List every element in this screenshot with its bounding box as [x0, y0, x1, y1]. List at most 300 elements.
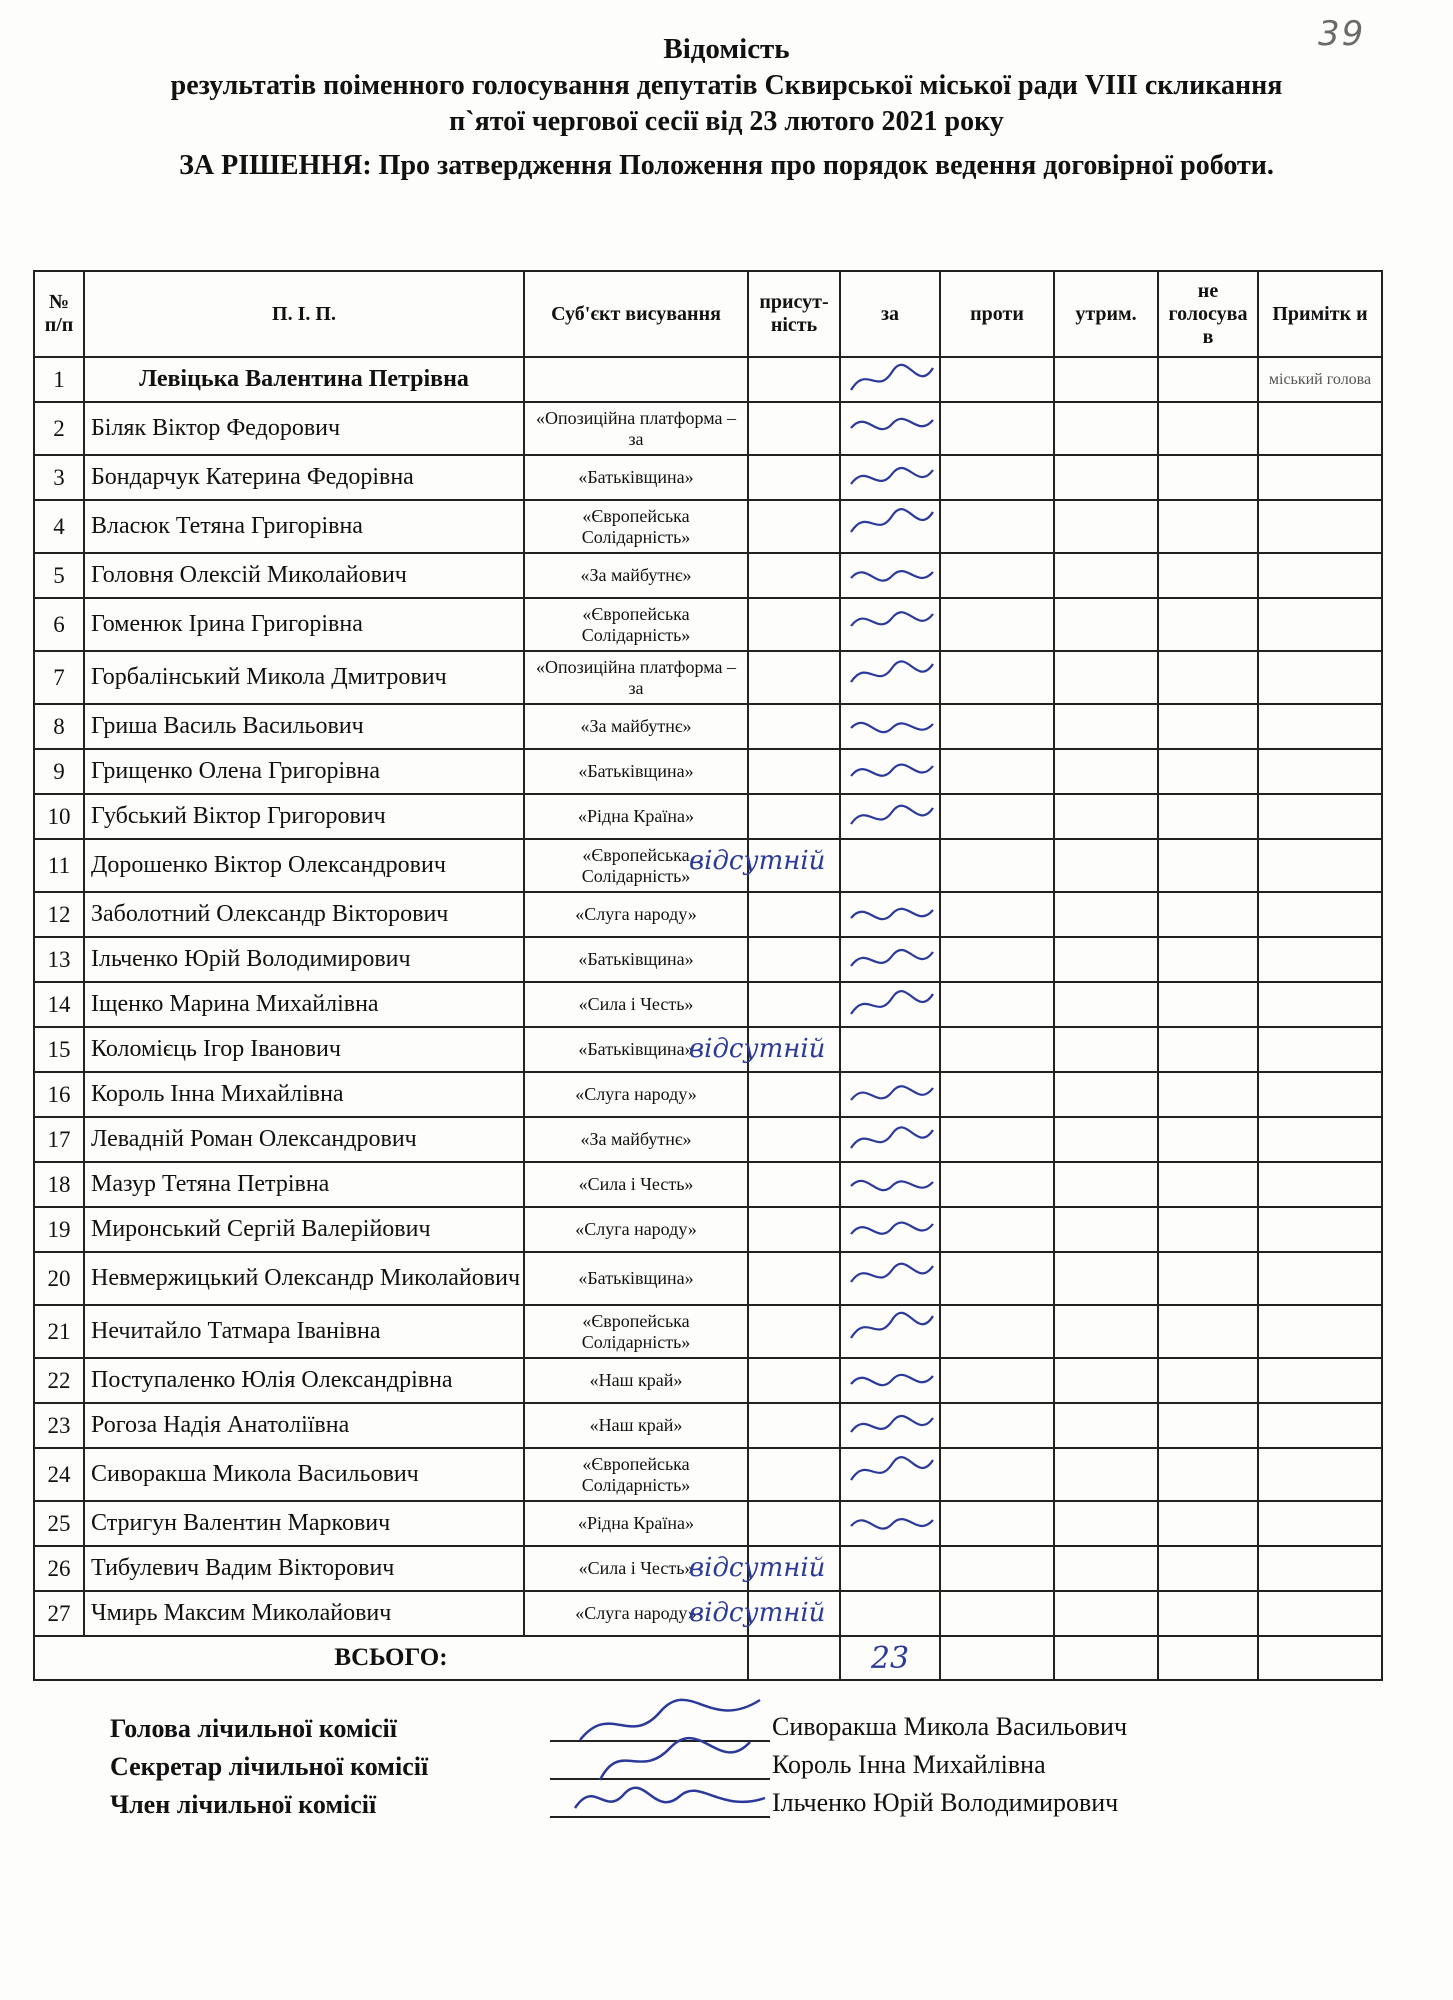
vote-against-cell: [940, 1252, 1054, 1305]
deputy-name: Поступаленко Юлія Олександрівна: [84, 1358, 524, 1403]
signature-icon: [847, 895, 937, 935]
note-cell: [1258, 1162, 1382, 1207]
commission-row: [110, 1786, 1360, 1824]
nominating-party: «Європейська Солідарність»: [524, 500, 748, 553]
row-number: 3: [34, 455, 84, 500]
not-voted-cell: [1158, 1591, 1258, 1636]
note-cell: міський голова: [1258, 357, 1382, 402]
page-number: 39: [1318, 14, 1366, 54]
note-cell: [1258, 1591, 1382, 1636]
table-row: [34, 1501, 1382, 1546]
absent-mark: відсутній: [689, 846, 826, 876]
deputy-name: Головня Олексій Миколайович: [84, 553, 524, 598]
nominating-party: «Слуга народу»: [524, 1207, 748, 1252]
not-voted-cell: [1158, 937, 1258, 982]
total-row: [34, 1636, 1382, 1680]
deputy-name: Гоменюк Ірина Григорівна: [84, 598, 524, 651]
nominating-party: «Європейська Солідарність»: [524, 1448, 748, 1501]
note-cell: [1258, 982, 1382, 1027]
vote-abstain-cell: [1054, 357, 1158, 402]
total-not-voted: [1158, 1636, 1258, 1680]
vote-for-cell: [840, 357, 940, 402]
table-row: [34, 553, 1382, 598]
vote-against-cell: [940, 1501, 1054, 1546]
table-row: [34, 982, 1382, 1027]
not-voted-cell: [1158, 402, 1258, 455]
nominating-party: «Батьківщина»: [524, 1252, 748, 1305]
table-row: [34, 794, 1382, 839]
row-number: 9: [34, 749, 84, 794]
vote-abstain-cell: [1054, 1546, 1158, 1591]
signature-icon: [847, 1255, 937, 1295]
vote-against-cell: [940, 1358, 1054, 1403]
table-row: [34, 1027, 1382, 1072]
vote-abstain-cell: [1054, 892, 1158, 937]
deputy-name: Коломієць Ігор Іванович: [84, 1027, 524, 1072]
vote-for-cell: [840, 651, 940, 704]
deputy-name: Грищенко Олена Григорівна: [84, 749, 524, 794]
nominating-party: «Слуга народу»: [524, 892, 748, 937]
note-cell: [1258, 937, 1382, 982]
present-cell: [748, 1358, 840, 1403]
counting-commission: [110, 1710, 1360, 1824]
row-number: 6: [34, 598, 84, 651]
vote-against-cell: [940, 794, 1054, 839]
document-header: [0, 30, 1453, 188]
not-voted-cell: [1158, 1403, 1258, 1448]
not-voted-cell: [1158, 892, 1258, 937]
signature-icon: [847, 985, 937, 1025]
nominating-party: «Рідна Країна»: [524, 794, 748, 839]
vote-abstain-cell: [1054, 937, 1158, 982]
commission-role: Секретар лічильної комісії: [110, 1752, 429, 1781]
signature-icon: [847, 1075, 937, 1115]
vote-for-cell: [840, 500, 940, 553]
note-cell: [1258, 1358, 1382, 1403]
vote-against-cell: [940, 500, 1054, 553]
note-cell: [1258, 839, 1382, 892]
not-voted-cell: [1158, 1207, 1258, 1252]
table-header-row: [34, 271, 1382, 357]
present-cell: [748, 500, 840, 553]
nominating-party: «Рідна Країна»: [524, 1501, 748, 1546]
vote-abstain-cell: [1054, 704, 1158, 749]
vote-abstain-cell: [1054, 402, 1158, 455]
vote-abstain-cell: [1054, 1027, 1158, 1072]
vote-against-cell: [940, 598, 1054, 651]
vote-against-cell: [940, 1403, 1054, 1448]
present-cell: [748, 892, 840, 937]
vote-for-cell: [840, 1207, 940, 1252]
signature-icon: [847, 1361, 937, 1401]
absent-mark: відсутній: [689, 1034, 826, 1064]
nominating-party: «Опозиційна платформа – за: [524, 651, 748, 704]
vote-abstain-cell: [1054, 1501, 1158, 1546]
nominating-party: «Сила і Честь»: [524, 1162, 748, 1207]
col-name: П. І. П.: [84, 271, 524, 357]
vote-abstain-cell: [1054, 598, 1158, 651]
row-number: 14: [34, 982, 84, 1027]
note-cell: [1258, 749, 1382, 794]
row-number: 27: [34, 1591, 84, 1636]
not-voted-cell: [1158, 1546, 1258, 1591]
table-row: [34, 1072, 1382, 1117]
signature-icon: [847, 1120, 937, 1160]
vote-abstain-cell: [1054, 1305, 1158, 1358]
commission-role: Голова лічильної комісії: [110, 1714, 397, 1743]
vote-against-cell: [940, 1027, 1054, 1072]
vote-against-cell: [940, 749, 1054, 794]
note-cell: [1258, 1117, 1382, 1162]
table-row: [34, 651, 1382, 704]
vote-against-cell: [940, 1207, 1054, 1252]
present-cell: [748, 1501, 840, 1546]
not-voted-cell: [1158, 749, 1258, 794]
vote-against-cell: [940, 553, 1054, 598]
signature-icon: [570, 1768, 770, 1828]
row-number: 20: [34, 1252, 84, 1305]
nominating-party: «Сила і Честь»: [524, 982, 748, 1027]
vote-against-cell: [940, 982, 1054, 1027]
table-row: [34, 704, 1382, 749]
not-voted-cell: [1158, 357, 1258, 402]
signature-icon: [847, 940, 937, 980]
nominating-party: «За майбутнє»: [524, 704, 748, 749]
vote-for-cell: [840, 1305, 940, 1358]
row-number: 1: [34, 357, 84, 402]
row-number: 24: [34, 1448, 84, 1501]
commission-name: Сиворакша Микола Васильович: [772, 1712, 1128, 1741]
present-cell: [748, 1162, 840, 1207]
vote-against-cell: [940, 1072, 1054, 1117]
vote-abstain-cell: [1054, 1162, 1158, 1207]
vote-against-cell: [940, 1546, 1054, 1591]
deputy-name: Іщенко Марина Михайлівна: [84, 982, 524, 1027]
present-cell: [748, 937, 840, 982]
vote-for-cell: [840, 1072, 940, 1117]
absent-mark: відсутній: [689, 1598, 826, 1628]
vote-against-cell: [940, 1162, 1054, 1207]
deputy-name: Заболотний Олександр Вікторович: [84, 892, 524, 937]
present-cell: [748, 357, 840, 402]
present-cell: [748, 1117, 840, 1162]
col-party: Суб'єкт висування: [524, 271, 748, 357]
vote-abstain-cell: [1054, 1072, 1158, 1117]
row-number: 8: [34, 704, 84, 749]
note-cell: [1258, 1072, 1382, 1117]
table-row: [34, 500, 1382, 553]
table-row: [34, 1591, 1382, 1636]
vote-for-cell: [840, 553, 940, 598]
not-voted-cell: [1158, 704, 1258, 749]
voting-table: [33, 270, 1381, 1681]
vote-for-cell: [840, 598, 940, 651]
signature-icon: [847, 405, 937, 445]
vote-for-cell: [840, 937, 940, 982]
deputy-name: Левадній Роман Олександрович: [84, 1117, 524, 1162]
table-row: [34, 1162, 1382, 1207]
deputy-name: Невмержицький Олександр Миколайович: [84, 1252, 524, 1305]
table-row: [34, 937, 1382, 982]
not-voted-cell: [1158, 1027, 1258, 1072]
signature-icon: [847, 1504, 937, 1544]
vote-for-cell: [840, 1162, 940, 1207]
vote-abstain-cell: [1054, 651, 1158, 704]
note-cell: [1258, 553, 1382, 598]
note-cell: [1258, 1252, 1382, 1305]
vote-for-cell: [840, 1027, 940, 1072]
document-title: Відомість: [663, 33, 790, 65]
not-voted-cell: [1158, 553, 1258, 598]
not-voted-cell: [1158, 794, 1258, 839]
total-note: [1258, 1636, 1382, 1680]
table-row: [34, 1358, 1382, 1403]
note-cell: [1258, 794, 1382, 839]
deputy-name: Чмирь Максим Миколайович: [84, 1591, 524, 1636]
commission-role: Член лічильної комісії: [110, 1790, 377, 1819]
deputy-name: Сиворакша Микола Васильович: [84, 1448, 524, 1501]
vote-for-cell: [840, 1358, 940, 1403]
col-num: № п/п: [34, 271, 84, 357]
commission-name: Король Інна Михайлівна: [772, 1750, 1046, 1779]
table-body: [34, 357, 1382, 1636]
vote-abstain-cell: [1054, 455, 1158, 500]
present-cell: [689, 839, 840, 892]
row-number: 5: [34, 553, 84, 598]
vote-for-cell: [840, 892, 940, 937]
deputy-name: Губський Віктор Григорович: [84, 794, 524, 839]
note-cell: [1258, 1403, 1382, 1448]
col-not-voted: не голосува в: [1158, 271, 1258, 357]
nominating-party: «Наш край»: [524, 1403, 748, 1448]
signature-icon: [847, 458, 937, 498]
vote-for-cell: [840, 1591, 940, 1636]
row-number: 18: [34, 1162, 84, 1207]
vote-against-cell: [940, 892, 1054, 937]
row-number: 11: [34, 839, 84, 892]
signature-icon: [847, 503, 937, 543]
not-voted-cell: [1158, 1117, 1258, 1162]
vote-against-cell: [940, 937, 1054, 982]
vote-for-cell: [840, 1448, 940, 1501]
vote-against-cell: [940, 455, 1054, 500]
deputy-name: Бондарчук Катерина Федорівна: [84, 455, 524, 500]
note-cell: [1258, 1501, 1382, 1546]
nominating-party: «Батьківщина»: [524, 749, 748, 794]
note-cell: [1258, 402, 1382, 455]
vote-against-cell: [940, 1117, 1054, 1162]
table-row: [34, 455, 1382, 500]
table-row: [34, 1207, 1382, 1252]
not-voted-cell: [1158, 1501, 1258, 1546]
vote-against-cell: [940, 1591, 1054, 1636]
table-row: [34, 598, 1382, 651]
vote-for-cell: [840, 1117, 940, 1162]
present-cell: [748, 749, 840, 794]
total-label: ВСЬОГО:: [34, 1636, 748, 1680]
row-number: 21: [34, 1305, 84, 1358]
table-row: [34, 1448, 1382, 1501]
col-note: Примітк и: [1258, 271, 1382, 357]
row-number: 13: [34, 937, 84, 982]
vote-for-cell: [840, 839, 940, 892]
not-voted-cell: [1158, 651, 1258, 704]
present-cell: [689, 1546, 840, 1591]
not-voted-cell: [1158, 1448, 1258, 1501]
nominating-party: «Наш край»: [524, 1358, 748, 1403]
table-row: [34, 357, 1382, 402]
vote-for-cell: [840, 1252, 940, 1305]
vote-abstain-cell: [1054, 1403, 1158, 1448]
present-cell: [689, 1591, 840, 1636]
deputy-name: Гриша Василь Васильович: [84, 704, 524, 749]
present-cell: [748, 982, 840, 1027]
present-cell: [748, 455, 840, 500]
nominating-party: «Європейська Солідарність»: [524, 839, 748, 892]
signature-icon: [847, 654, 937, 694]
signature-icon: [847, 707, 937, 747]
nominating-party: «За майбутнє»: [524, 1117, 748, 1162]
row-number: 17: [34, 1117, 84, 1162]
vote-abstain-cell: [1054, 982, 1158, 1027]
table-row: [34, 1305, 1382, 1358]
commission-name: Ільченко Юрій Володимирович: [772, 1788, 1119, 1817]
note-cell: [1258, 1305, 1382, 1358]
not-voted-cell: [1158, 982, 1258, 1027]
vote-for-cell: [840, 1546, 940, 1591]
vote-for-cell: [840, 1501, 940, 1546]
col-abstain: утрим.: [1054, 271, 1158, 357]
row-number: 16: [34, 1072, 84, 1117]
row-number: 10: [34, 794, 84, 839]
row-number: 7: [34, 651, 84, 704]
deputy-name: Тибулевич Вадим Вікторович: [84, 1546, 524, 1591]
row-number: 26: [34, 1546, 84, 1591]
deputy-name: Нечитайло Татмара Іванівна: [84, 1305, 524, 1358]
vote-for-cell: [840, 749, 940, 794]
vote-against-cell: [940, 357, 1054, 402]
present-cell: [748, 402, 840, 455]
present-cell: [748, 1072, 840, 1117]
present-cell: [748, 1252, 840, 1305]
nominating-party: «Слуга народу»: [524, 1072, 748, 1117]
signature-icon: [847, 1451, 937, 1491]
present-cell: [748, 1448, 840, 1501]
note-cell: [1258, 704, 1382, 749]
nominating-party: «Сила і Честь»: [524, 1546, 748, 1591]
table-row: [34, 892, 1382, 937]
vote-for-cell: [840, 794, 940, 839]
row-number: 25: [34, 1501, 84, 1546]
vote-abstain-cell: [1054, 500, 1158, 553]
signature-icon: [847, 1165, 937, 1205]
table-row: [34, 402, 1382, 455]
note-cell: [1258, 1448, 1382, 1501]
vote-against-cell: [940, 651, 1054, 704]
table-row: [34, 1252, 1382, 1305]
not-voted-cell: [1158, 1358, 1258, 1403]
session-line: п`ятої чергової сесії від 23 лютого 2021 року: [449, 106, 1004, 137]
total-present: [748, 1636, 840, 1680]
present-cell: [748, 1305, 840, 1358]
note-cell: [1258, 455, 1382, 500]
signature-icon: [847, 1308, 937, 1348]
nominating-party: «Європейська Солідарність»: [524, 598, 748, 651]
deputy-name: Біляк Віктор Федорович: [84, 402, 524, 455]
not-voted-cell: [1158, 1305, 1258, 1358]
table-row: [34, 1546, 1382, 1591]
not-voted-cell: [1158, 1162, 1258, 1207]
vote-abstain-cell: [1054, 1591, 1158, 1636]
deputy-name: Стригун Валентин Маркович: [84, 1501, 524, 1546]
present-cell: [689, 1027, 840, 1072]
vote-abstain-cell: [1054, 839, 1158, 892]
row-number: 12: [34, 892, 84, 937]
table-row: [34, 1117, 1382, 1162]
vote-abstain-cell: [1054, 749, 1158, 794]
total-against: [940, 1636, 1054, 1680]
deputy-name: Мазур Тетяна Петрівна: [84, 1162, 524, 1207]
total-abstain: [1054, 1636, 1158, 1680]
deputy-name: Горбалінський Микола Дмитрович: [84, 651, 524, 704]
note-cell: [1258, 651, 1382, 704]
row-number: 19: [34, 1207, 84, 1252]
signature-icon: [847, 601, 937, 641]
document-subtitle: результатів поіменного голосування депутатів Сквирської міської ради VIII скликання: [170, 70, 1283, 101]
absent-mark: відсутній: [689, 1553, 826, 1583]
present-cell: [748, 598, 840, 651]
deputy-name: Ільченко Юрій Володимирович: [84, 937, 524, 982]
row-number: 2: [34, 402, 84, 455]
deputy-name: Король Інна Михайлівна: [84, 1072, 524, 1117]
vote-for-cell: [840, 982, 940, 1027]
vote-against-cell: [940, 1305, 1054, 1358]
deputy-name: Дорошенко Віктор Олександрович: [84, 839, 524, 892]
vote-abstain-cell: [1054, 1117, 1158, 1162]
total-for: 23: [840, 1636, 940, 1680]
signature-icon: [847, 1406, 937, 1446]
nominating-party: «За майбутнє»: [524, 553, 748, 598]
not-voted-cell: [1158, 500, 1258, 553]
nominating-party: «Слуга народу»: [524, 1591, 748, 1636]
col-present: присут-ність: [748, 271, 840, 357]
note-cell: [1258, 598, 1382, 651]
signature-icon: [847, 556, 937, 596]
note-cell: [1258, 1027, 1382, 1072]
not-voted-cell: [1158, 1252, 1258, 1305]
present-cell: [748, 1207, 840, 1252]
deputy-name: Миронський Сергій Валерійович: [84, 1207, 524, 1252]
vote-for-cell: [840, 704, 940, 749]
vote-abstain-cell: [1054, 1358, 1158, 1403]
present-cell: [748, 553, 840, 598]
decision-line: ЗА РІШЕННЯ: Про затвердження Положення про порядок ведення договірної роботи.: [179, 150, 1274, 181]
present-cell: [748, 1403, 840, 1448]
vote-against-cell: [940, 1448, 1054, 1501]
vote-abstain-cell: [1054, 1207, 1158, 1252]
deputy-name: Рогоза Надія Анатоліївна: [84, 1403, 524, 1448]
table-row: [34, 749, 1382, 794]
col-for: за: [840, 271, 940, 357]
vote-for-cell: [840, 455, 940, 500]
vote-against-cell: [940, 839, 1054, 892]
nominating-party: [524, 357, 748, 402]
table-row: [34, 1403, 1382, 1448]
deputy-name: Власюк Тетяна Григорівна: [84, 500, 524, 553]
nominating-party: «Опозиційна платформа – за: [524, 402, 748, 455]
nominating-party: «Європейська Солідарність»: [524, 1305, 748, 1358]
signature-icon: [847, 797, 937, 837]
